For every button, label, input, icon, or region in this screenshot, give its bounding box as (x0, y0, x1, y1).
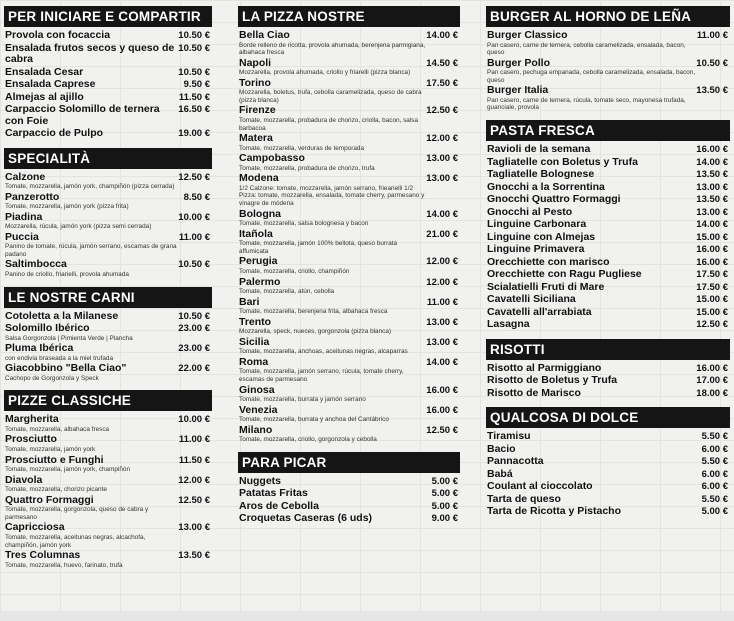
menu-item-name: Sicilia (239, 335, 270, 348)
section-header: PER INICIARE E COMPARTIR (4, 6, 212, 27)
menu-item-name: Bacio (487, 442, 516, 455)
menu-item (487, 388, 730, 400)
menu-item-description: Tomate, mozzarella, albahaca fresca (5, 425, 110, 433)
menu-item-price: 5.00 € (431, 488, 458, 500)
menu-item (487, 469, 730, 481)
menu-item-price: 10.50 € (178, 42, 210, 54)
menu-item-name: Orecchiette con marisco (487, 255, 610, 268)
menu-item-name: Burger Classico (487, 29, 568, 41)
menu-item-description: Tomate, mozzarella, atún, cebolla (239, 288, 335, 295)
menu-item-price: 10.50 € (178, 30, 210, 41)
menu-item-description: Tomate, mozzarella, probadura de chorizo, criolla, bacon, salsa barbacoa (239, 116, 419, 132)
section-specialita (4, 148, 212, 279)
menu-item-description: Mozzarella, speck, nueces, gorgonzola (pizza blanca) (239, 328, 392, 336)
menu-item (5, 414, 212, 433)
menu-item-description: Pan casero, carne de ternera, cebolla caramelizada, ensalada, bacon, queso (487, 41, 686, 57)
section-header: QUALCOSA DI DOLCE (486, 407, 730, 428)
menu-item-price: 12.50 € (426, 424, 458, 436)
menu-item-name: Burger Pollo (487, 56, 551, 69)
menu-item-name: Provola con focaccia (5, 29, 111, 41)
menu-item (487, 431, 730, 443)
menu-item-price: 16.00 € (696, 244, 728, 256)
menu-item (5, 522, 212, 549)
menu-item (5, 259, 212, 278)
menu-item-price: 13.00 € (426, 153, 458, 165)
menu-item-name: Trento (239, 315, 272, 328)
menu-item (5, 550, 212, 569)
menu-item-price: 15.00 € (696, 231, 728, 243)
menu-item (5, 104, 212, 127)
menu-item-name: Diavola (5, 473, 43, 486)
menu-item-price: 15.00 € (696, 294, 728, 306)
menu-item-price: 16.00 € (426, 384, 458, 396)
menu-item-name: Torino (239, 76, 271, 89)
menu-item-name: Prosciutto e Funghi (5, 453, 104, 466)
menu-item-name: Pluma Ibérica (5, 342, 74, 355)
menu-item (487, 157, 730, 169)
menu-item (487, 481, 730, 493)
menu-item-name: Scialatielli Fruti di Mare (487, 280, 605, 293)
menu-item-price: 12.50 € (426, 105, 458, 117)
menu-item-name: Almejas al ajillo (5, 90, 84, 103)
menu-item-price: 14.00 € (696, 156, 728, 168)
menu-item (5, 343, 212, 362)
menu-item-price: 9.50 € (183, 79, 210, 90)
menu-item-price: 6.00 € (701, 443, 728, 455)
menu-item-name: Perugia (239, 255, 278, 268)
menu-item-name: Giacobbino "Bella Ciao" (5, 362, 127, 375)
menu-item (239, 256, 460, 275)
menu-item (487, 85, 730, 112)
section-header: LA PIZZA NOSTRE (238, 6, 460, 27)
menu-item-name: Solomillo Ibérico (5, 322, 90, 335)
menu-item-description: Salsa Gorgonzola | Pimienta Verde | Plancha (5, 334, 133, 342)
menu-item (239, 385, 460, 404)
section-iniciare (4, 6, 212, 140)
menu-item (487, 182, 730, 194)
menu-item-description: Tomate, mozzarella, salsa bolognesa y bacon (239, 220, 369, 228)
menu-item-name: Ginosa (239, 383, 275, 396)
menu-item-price: 10.50 € (178, 66, 210, 78)
menu-item-price: 18.00 € (696, 387, 728, 399)
menu-item (5, 67, 212, 79)
menu-item-name: Piadina (5, 210, 43, 223)
menu-item-description: Tomate, mozzarella, huevo, farinato, trufa (5, 561, 123, 569)
menu-item-price: 13.00 € (426, 173, 458, 185)
menu-column-middle (238, 6, 460, 533)
menu-item (487, 30, 730, 57)
menu-item-name: Lasagna (487, 318, 530, 331)
menu-item-name: Risotto de Boletus y Trufa (487, 374, 618, 387)
menu-item-name: Palermo (239, 275, 281, 288)
menu-item (5, 311, 212, 323)
menu-item (487, 169, 730, 181)
menu-item-price: 12.50 € (178, 494, 210, 506)
section-pizze-classiche (4, 390, 212, 569)
section-pizza-nostre (238, 6, 460, 444)
menu-item-price: 13.50 € (696, 194, 728, 206)
menu-item-description: Cachopo de Gorgonzola y Speck (5, 374, 99, 382)
menu-item-price: 17.50 € (696, 269, 728, 281)
menu-item-price: 14.50 € (426, 57, 458, 69)
menu-item (239, 425, 460, 444)
menu-item-price: 13.50 € (696, 169, 728, 181)
menu-item (487, 144, 730, 156)
menu-item-name: Babá (487, 467, 513, 480)
menu-item-price: 12.00 € (426, 256, 458, 268)
menu-item-description: Tomate, mozzarella, probadura de chorizo, trufa (239, 164, 375, 172)
menu-item-name: Gnocchi a la Sorrentina (487, 180, 605, 193)
section-dolce (486, 407, 730, 518)
menu-item (487, 282, 730, 294)
menu-item-name: Tarta de queso (487, 492, 561, 505)
menu-item (5, 172, 212, 191)
menu-item-price: 6.00 € (701, 481, 728, 493)
menu-item-description: Tomate, mozzarella, anchoas, aceitunas negras, alcaparras (239, 348, 408, 356)
menu-item-name: Aros de Cebolla (239, 499, 319, 512)
section-header: BURGER AL HORNO DE LEÑA (486, 6, 730, 27)
menu-item-name: Gnocchi Quattro Formaggi (487, 193, 621, 206)
bottom-strip (0, 611, 734, 621)
menu-item-name: Nuggets (239, 474, 281, 487)
menu-item-name: Orecchiette con Ragu Pugliese (487, 268, 642, 281)
menu-item (5, 434, 212, 453)
menu-item (487, 319, 730, 331)
menu-item-name: Cavatelli all'arrabiata (487, 305, 592, 318)
menu-item-description: Borde relleno de ricotta, provola ahumada, berenjena parmigiana, albahaca fresca (239, 41, 426, 57)
menu-item-name: Capricciosa (5, 521, 65, 534)
menu-item-price: 21.00 € (426, 228, 458, 240)
menu-item-price: 11.50 € (178, 91, 210, 103)
menu-item-price: 13.00 € (426, 336, 458, 348)
menu-item-name: Croquetas Caseras (6 uds) (239, 512, 373, 525)
menu-item-price: 5.00 € (431, 475, 458, 487)
menu-item-name: Tres Columnas (5, 549, 81, 562)
section-header: PIZZE CLASSICHE (4, 390, 212, 411)
menu-item-price: 10.00 € (178, 414, 210, 426)
menu-item-name: Linguine Carbonara (487, 218, 587, 231)
menu-item (487, 444, 730, 456)
menu-item-price: 5.00 € (701, 506, 728, 518)
menu-item-price: 16.00 € (696, 362, 728, 374)
menu-item (239, 133, 460, 152)
menu-item-name: Tiramisu (487, 430, 531, 443)
menu-item-description: Panino de criollo, friarielli, provola ahumada (5, 270, 129, 278)
menu-item-price: 5.50 € (701, 431, 728, 443)
menu-item-name: Milano (239, 423, 273, 436)
menu-item-name: Saltimbocca (5, 258, 67, 271)
menu-item (239, 78, 460, 105)
menu-item-price: 10.50 € (178, 310, 210, 322)
menu-item (239, 337, 460, 356)
menu-item-price: 15.00 € (696, 306, 728, 318)
menu-item-description: Tomate, mozzarella, jamón york, champiñón (pizza cerrada) (5, 183, 175, 190)
menu-item-price: 16.00 € (696, 256, 728, 268)
menu-item-description: Mozzarella, rúcula, jamón york (pizza semi cerrada) (5, 223, 152, 231)
menu-item-price: 23.00 € (178, 323, 210, 335)
menu-item-description: Tomate, mozzarella, burrata y anchoa del Cantábrico (239, 416, 389, 424)
menu-item-price: 12.00 € (426, 276, 458, 288)
menu-item-description: Tomate, mozzarella, jamón 100% bellota, queso burrata affumicata (239, 240, 398, 255)
menu-item (487, 232, 730, 244)
menu-item (5, 30, 212, 42)
menu-item-name: Ensalada Cesar (5, 65, 84, 78)
menu-item-price: 10.00 € (178, 211, 210, 223)
menu-item-name: Linguine con Almejas (487, 230, 596, 243)
menu-item-price: 13.00 € (178, 522, 210, 534)
menu-item-price: 12.50 € (178, 171, 210, 183)
menu-item-name: Tagliatelle con Boletus y Trufa (487, 155, 638, 168)
menu-item-description: Tomate, mozzarella, burrata y jamón serrano (239, 396, 366, 404)
menu-item (487, 194, 730, 206)
menu-item (239, 277, 460, 296)
menu-item-name: Cotoletta a la Milanese (5, 309, 119, 322)
menu-item (239, 317, 460, 336)
menu-item (239, 488, 460, 500)
section-pasta-fresca (486, 120, 730, 331)
menu-item-description: Tomate, mozzarella, jamón york (5, 445, 96, 453)
menu-item-description: Tomate, mozzarella, berenjena frita, albahaca fresca (239, 308, 388, 316)
menu-item-price: 11.50 € (178, 454, 210, 466)
menu-item-name: Burger Italia (487, 84, 549, 97)
menu-item-price: 14.00 € (426, 30, 458, 41)
section-header: SPECIALITÀ (4, 148, 212, 169)
menu-item-name: Calzone (5, 170, 46, 183)
menu-item-description: con endivia braseada a la miel trufada (5, 354, 113, 362)
menu-item (487, 456, 730, 468)
menu-item-description: Pan casero, pechuga empanada, cebolla caramelizada, ensalada, bacon, queso (487, 69, 696, 84)
menu-item-price: 9.00 € (431, 513, 458, 525)
menu-item-name: Tagliatelle Bolognese (487, 168, 595, 181)
section-burger (486, 6, 730, 112)
menu-item-price: 13.50 € (178, 550, 210, 562)
menu-item-name: Risotto de Marisco (487, 386, 581, 399)
menu-item (487, 294, 730, 306)
menu-item-name: Carpaccio Solomillo de ternera con Foie (5, 103, 160, 127)
menu-item (5, 128, 212, 140)
menu-item (487, 219, 730, 231)
menu-item-price: 13.00 € (696, 206, 728, 218)
menu-column-right (486, 6, 730, 526)
menu-item-name: Bella Ciao (239, 29, 290, 41)
menu-item (487, 506, 730, 518)
menu-item (487, 494, 730, 506)
menu-item-description: Tomate, mozzarella, jamón york (pizza frita) (5, 203, 129, 211)
menu-item-price: 14.00 € (426, 208, 458, 220)
menu-item-price: 13.00 € (426, 316, 458, 328)
menu-item-name: Linguine Primavera (487, 243, 585, 256)
menu-item-name: Ravioli de la semana (487, 143, 591, 156)
menu-item-name: Quattro Formaggi (5, 493, 94, 506)
menu-item-price: 19.00 € (178, 128, 210, 139)
menu-item-price: 17.00 € (696, 375, 728, 387)
menu-item-name: Venezia (239, 403, 278, 416)
menu-item (5, 43, 212, 66)
menu-item-description: Tomate, mozzarella, jamón york, champiñón (5, 466, 131, 474)
menu-item (487, 244, 730, 256)
menu-item-price: 11.00 € (178, 434, 210, 446)
menu-item (5, 92, 212, 104)
menu-item-description: Panino de tomate, rúcula, jamón serrano, escamas de grana padano (5, 243, 177, 258)
menu-item (239, 105, 460, 132)
section-header: RISOTTI (486, 339, 730, 360)
menu-item-price: 5.50 € (701, 456, 728, 468)
menu-item-name: Modena (239, 172, 279, 185)
menu-item-name: Prosciutto (5, 433, 57, 446)
menu-item-description: Tomate, mozzarella, jamón serrano, rúcula, tomate cherry, escamas de parmesano (239, 368, 404, 383)
menu-item-price: 11.00 € (696, 30, 728, 41)
menu-item-name: Ensalada frutos secos y queso de cabra (5, 41, 175, 65)
menu-item (5, 79, 212, 91)
menu-item (487, 363, 730, 375)
section-header: PASTA FRESCA (486, 120, 730, 141)
menu-item-price: 10.50 € (696, 57, 728, 69)
menu-item-price: 8.50 € (183, 191, 210, 203)
menu-item-name: Puccia (5, 230, 39, 243)
menu-item-name: Matera (239, 132, 273, 145)
menu-item-price: 14.00 € (426, 356, 458, 368)
menu-item-name: Coulant al cioccolato (487, 480, 593, 493)
menu-item-description: Pan casero, carne de ternera, rúcula, tomate seco, mayonesa trufada, guanciale, provola (487, 96, 686, 112)
menu-column-left (4, 6, 212, 577)
menu-item-name: Ensalada Caprese (5, 78, 96, 90)
menu-item-name: Pannacotta (487, 455, 544, 468)
menu-item (487, 207, 730, 219)
menu-item (239, 405, 460, 424)
menu-item-description: Tomate, mozzarella, aceitunas negras, alcachofa, champiñón, jamón york (5, 533, 146, 549)
menu-item (239, 173, 460, 207)
menu-item-price: 11.00 € (426, 296, 458, 308)
menu-item-description: Mozzarella, boletus, trufa, cebolla caramelizada, queso de cabra (pizza blanca) (239, 89, 422, 104)
section-header: LE NOSTRE CARNI (4, 287, 212, 308)
menu-item-price: 16.00 € (426, 404, 458, 416)
section-carni (4, 287, 212, 383)
menu-item-description: 1/2 Calzone: tomate, mozzarella, jamón serrano, friearielli 1/2 Pizza: tomate, mozzarella, ensalada, tomate cherry, parmesano y vinagre de módena (239, 184, 425, 208)
menu-item (239, 229, 460, 256)
menu-item (487, 307, 730, 319)
menu-item (487, 375, 730, 387)
menu-item-price: 5.50 € (701, 493, 728, 505)
menu-item (239, 58, 460, 77)
menu-item-name: Roma (239, 355, 269, 368)
menu-item (239, 501, 460, 513)
menu-item (5, 475, 212, 494)
menu-item (5, 323, 212, 342)
menu-item-name: Napoli (239, 56, 272, 69)
menu-item-name: Patatas Fritas (239, 487, 308, 500)
section-para-picar (238, 452, 460, 525)
menu-item-price: 12.00 € (178, 474, 210, 486)
menu-item-price: 12.00 € (426, 133, 458, 145)
menu-item-name: Panzerotto (5, 190, 60, 203)
menu-item-description: Tomate, mozzarella, criollo, champiñón (239, 267, 350, 275)
menu-item-price: 6.00 € (701, 468, 728, 480)
menu-item (5, 192, 212, 211)
menu-item (487, 58, 730, 85)
menu-item-price: 17.50 € (426, 77, 458, 89)
menu-item-price: 13.50 € (696, 85, 728, 97)
menu-item-price: 17.50 € (696, 281, 728, 293)
menu-item (239, 297, 460, 316)
menu-item (5, 495, 212, 522)
menu-item (239, 513, 460, 525)
menu-item (5, 455, 212, 474)
menu-item (5, 232, 212, 259)
menu-item-price: 14.00 € (696, 219, 728, 231)
menu-item-name: Bologna (239, 207, 281, 220)
menu-item-price: 12.50 € (696, 319, 728, 331)
menu-item-price: 16.50 € (178, 104, 210, 115)
menu-item-price: 23.00 € (178, 343, 210, 355)
menu-item-description: Tomate, mozzarella, verduras de temporada (239, 144, 365, 152)
menu-item-name: Campobasso (239, 152, 305, 165)
menu-item-description: Tomate, mozzarella, chorizo picante (5, 486, 107, 494)
menu-item-name: Margherita (5, 413, 59, 426)
menu-item (239, 153, 460, 172)
menu-item (487, 257, 730, 269)
menu-item-price: 16.00 € (696, 144, 728, 156)
menu-item-description: Mozzarella, provola ahumada, criollo y friarelli (pizza blanca) (239, 69, 411, 77)
menu-item (239, 209, 460, 228)
menu-item-price: 10.50 € (178, 259, 210, 271)
menu-item-name: Risotto al Parmiggiano (487, 361, 602, 374)
menu-item-description: Tomate, mozzarella, gorgonzola, queso de cabra y parmesano (5, 506, 149, 521)
menu-item (5, 212, 212, 231)
menu-item-name: Carpaccio de Pulpo (5, 127, 104, 139)
menu-item-name: Tarta de Ricotta y Pistacho (487, 505, 622, 518)
menu-item (5, 363, 212, 382)
menu-item-price: 11.00 € (178, 231, 210, 243)
section-risotti (486, 339, 730, 400)
menu-item (487, 269, 730, 281)
menu-item-name: Itañola (239, 227, 273, 240)
menu-item-price: 22.00 € (178, 363, 210, 375)
menu-item (239, 357, 460, 384)
menu-item-name: Firenze (239, 104, 276, 117)
section-header: PARA PICAR (238, 452, 460, 473)
menu-item-price: 5.00 € (431, 500, 458, 512)
menu-item-price: 13.00 € (696, 181, 728, 193)
menu-item-name: Gnocchi al Pesto (487, 205, 573, 218)
menu-item-name: Bari (239, 295, 260, 308)
menu-item (239, 30, 460, 57)
menu-item-name: Cavatelli Siciliana (487, 293, 576, 306)
menu-item-description: Tomate, mozzarella, criollo, gorgonzola y cebolla (239, 436, 377, 444)
menu-item (239, 476, 460, 488)
